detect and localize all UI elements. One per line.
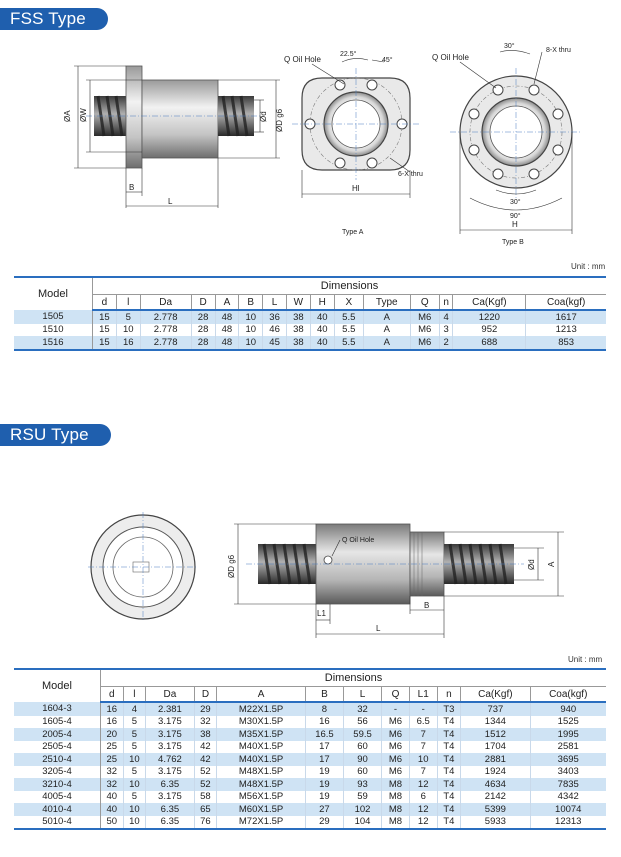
table-cell: 5.5: [334, 324, 363, 337]
rsu-label-b: B: [424, 601, 430, 610]
rsu-col-header: d: [101, 687, 124, 703]
fss-caption-type-a: Type A: [342, 229, 364, 236]
table-cell: 2: [439, 336, 453, 350]
table-row: [14, 741, 606, 754]
table-cell: 42: [194, 753, 217, 766]
table-cell: A: [363, 324, 410, 337]
table-cell: 5.5: [334, 310, 363, 324]
fss-dimensions-header: Dimensions: [93, 277, 607, 295]
table-cell: 2.778: [140, 310, 191, 324]
fss-col-header: H: [310, 295, 334, 311]
table-cell: 76: [194, 816, 217, 830]
table-cell: M8: [382, 791, 410, 804]
model-cell: 2505-4: [14, 741, 101, 754]
table-cell: M6: [382, 728, 410, 741]
table-cell: 3.175: [146, 766, 194, 779]
table-cell: 6.5: [409, 716, 437, 729]
table-cell: T4: [437, 741, 461, 754]
fss-col-header: Ca(Kgf): [453, 295, 526, 311]
table-cell: M6: [382, 766, 410, 779]
table-cell: 8: [305, 702, 343, 716]
rsu-dimensions-header: Dimensions: [101, 669, 607, 687]
table-cell: 58: [194, 791, 217, 804]
table-cell: 102: [343, 803, 381, 816]
table-row: [14, 336, 606, 350]
fss-col-header: Da: [140, 295, 191, 311]
fss-label-od: Ød: [259, 111, 268, 122]
table-cell: 6.35: [146, 816, 194, 830]
table-cell: 3.175: [146, 728, 194, 741]
fss-caption-type-b: Type B: [502, 239, 524, 246]
table-cell: 853: [526, 336, 606, 350]
table-cell: M56X1.5P: [217, 791, 306, 804]
table-cell: 4: [123, 702, 146, 716]
fss-label-l: L: [168, 197, 173, 206]
table-cell: M6: [410, 310, 439, 324]
fss-b-angle-30-bottom: 30°: [510, 199, 521, 206]
fss-a-angle-45: 45°: [382, 57, 393, 64]
fss-col-header: n: [439, 295, 453, 311]
table-cell: T4: [437, 716, 461, 729]
table-cell: 19: [305, 766, 343, 779]
table-cell: 3695: [530, 753, 606, 766]
table-cell: 5: [123, 766, 146, 779]
table-cell: 104: [343, 816, 381, 830]
fss-a-angle-225: 22.5°: [340, 51, 357, 58]
model-cell: 5010-4: [14, 816, 101, 830]
table-cell: T3: [437, 702, 461, 716]
table-cell: 15: [93, 324, 117, 337]
rsu-col-header: Q: [382, 687, 410, 703]
table-cell: 688: [453, 336, 526, 350]
table-cell: 1512: [461, 728, 530, 741]
table-cell: 60: [343, 766, 381, 779]
rsu-col-header: L: [343, 687, 381, 703]
model-cell: 3210-4: [14, 778, 101, 791]
table-cell: 32: [194, 716, 217, 729]
table-cell: 12313: [530, 816, 606, 830]
fss-model-header: Model: [14, 277, 93, 310]
fss-col-header: d: [93, 295, 117, 311]
table-cell: 3.175: [146, 716, 194, 729]
table-cell: M40X1.5P: [217, 753, 306, 766]
table-cell: 5399: [461, 803, 530, 816]
table-cell: 6.35: [146, 803, 194, 816]
table-cell: 2.381: [146, 702, 194, 716]
table-cell: 25: [101, 741, 124, 754]
table-cell: 25: [101, 753, 124, 766]
rsu-label-l: L: [376, 624, 381, 633]
table-cell: 52: [194, 766, 217, 779]
table-cell: 2.778: [140, 336, 191, 350]
table-cell: 2581: [530, 741, 606, 754]
rsu-col-header: Da: [146, 687, 194, 703]
fss-b-h: H: [512, 220, 518, 229]
table-cell: M8: [382, 778, 410, 791]
table-cell: 10: [239, 310, 263, 324]
table-cell: 7835: [530, 778, 606, 791]
table-cell: 3403: [530, 766, 606, 779]
table-cell: 6: [409, 791, 437, 804]
table-cell: 10: [123, 753, 146, 766]
table-cell: T4: [437, 728, 461, 741]
table-row: [14, 716, 606, 729]
table-cell: 15: [93, 336, 117, 350]
table-cell: M40X1.5P: [217, 741, 306, 754]
rsu-col-header: A: [217, 687, 306, 703]
table-cell: 10074: [530, 803, 606, 816]
rsu-col-header: L1: [409, 687, 437, 703]
table-cell: 16: [101, 716, 124, 729]
table-cell: 5: [123, 728, 146, 741]
table-cell: 40: [310, 336, 334, 350]
table-cell: 10: [123, 778, 146, 791]
table-cell: 56: [343, 716, 381, 729]
rsu-col-header: D: [194, 687, 217, 703]
fss-col-header: Type: [363, 295, 410, 311]
table-cell: 93: [343, 778, 381, 791]
table-cell: 16: [305, 716, 343, 729]
table-cell: M60X1.5P: [217, 803, 306, 816]
fss-a-q-oil-hole: Q Oil Hole: [284, 55, 321, 64]
table-cell: 10: [123, 816, 146, 830]
rsu-col-header: n: [437, 687, 461, 703]
table-cell: M6: [382, 716, 410, 729]
table-row: [14, 310, 606, 324]
model-cell: 1604-3: [14, 702, 101, 716]
table-cell: 36: [263, 310, 287, 324]
table-cell: 12: [409, 778, 437, 791]
table-cell: T4: [437, 778, 461, 791]
table-cell: M22X1.5P: [217, 702, 306, 716]
table-cell: 38: [286, 310, 310, 324]
table-cell: 5933: [461, 816, 530, 830]
table-row: [14, 702, 606, 716]
fss-label-odg6: ØD g6: [275, 108, 284, 132]
table-cell: 48: [215, 310, 239, 324]
table-cell: 10: [116, 324, 140, 337]
table-cell: 1525: [530, 716, 606, 729]
rsu-label-od: Ød: [527, 559, 536, 570]
table-cell: 29: [305, 816, 343, 830]
rsu-spec-table: [14, 668, 606, 830]
table-cell: M6: [382, 753, 410, 766]
fss-section-tag: FSS Type: [0, 8, 108, 30]
table-cell: 3: [439, 324, 453, 337]
table-cell: 5: [123, 741, 146, 754]
table-cell: 940: [530, 702, 606, 716]
table-cell: 32: [343, 702, 381, 716]
table-cell: 27: [305, 803, 343, 816]
model-cell: 1516: [14, 336, 93, 350]
table-cell: 48: [215, 324, 239, 337]
rsu-col-header: l: [123, 687, 146, 703]
table-cell: 50: [101, 816, 124, 830]
table-cell: 1617: [526, 310, 606, 324]
table-cell: 1704: [461, 741, 530, 754]
table-cell: M6: [410, 336, 439, 350]
fss-col-header: Coa(kgf): [526, 295, 606, 311]
table-cell: A: [363, 310, 410, 324]
table-cell: 10: [239, 324, 263, 337]
rsu-front-view-drawing: [88, 512, 198, 622]
table-row: [14, 778, 606, 791]
fss-col-header: B: [239, 295, 263, 311]
table-cell: 32: [101, 778, 124, 791]
table-cell: 38: [194, 728, 217, 741]
table-cell: 2142: [461, 791, 530, 804]
fss-b-q-oil-hole: Q Oil Hole: [432, 53, 469, 62]
model-cell: 2510-4: [14, 753, 101, 766]
table-cell: 40: [310, 310, 334, 324]
model-cell: 1605-4: [14, 716, 101, 729]
table-cell: 16: [101, 702, 124, 716]
table-cell: 4342: [530, 791, 606, 804]
table-row: [14, 766, 606, 779]
table-cell: 29: [194, 702, 217, 716]
table-cell: T4: [437, 766, 461, 779]
rsu-unit-label: Unit : mm: [568, 655, 603, 664]
rsu-col-header: Coa(kgf): [530, 687, 606, 703]
table-cell: 20: [101, 728, 124, 741]
table-cell: 6.35: [146, 778, 194, 791]
table-cell: 952: [453, 324, 526, 337]
fss-col-header: X: [334, 295, 363, 311]
table-cell: M35X1.5P: [217, 728, 306, 741]
rsu-label-odg6: ØD g6: [227, 554, 236, 578]
table-cell: 28: [191, 310, 215, 324]
table-cell: T4: [437, 816, 461, 830]
table-cell: 19: [305, 778, 343, 791]
table-cell: 17: [305, 741, 343, 754]
table-row: [14, 803, 606, 816]
fss-type-b-drawing: [430, 38, 606, 248]
table-cell: 5: [123, 791, 146, 804]
table-cell: 52: [194, 778, 217, 791]
rsu-section-tag: RSU Type: [0, 424, 111, 446]
table-cell: 4.762: [146, 753, 194, 766]
fss-col-header: A: [215, 295, 239, 311]
table-cell: 2881: [461, 753, 530, 766]
table-cell: 90: [343, 753, 381, 766]
rsu-col-header: Ca(Kgf): [461, 687, 530, 703]
fss-b-x8-thru: 8-X thru: [546, 47, 571, 54]
table-cell: 32: [101, 766, 124, 779]
table-cell: 12: [409, 816, 437, 830]
rsu-col-header: B: [305, 687, 343, 703]
table-row: [14, 791, 606, 804]
table-cell: 38: [286, 324, 310, 337]
table-cell: 1220: [453, 310, 526, 324]
table-cell: 59.5: [343, 728, 381, 741]
table-cell: 7: [409, 741, 437, 754]
fss-col-header: Q: [410, 295, 439, 311]
table-row: [14, 728, 606, 741]
table-cell: 16.5: [305, 728, 343, 741]
table-cell: 16: [116, 336, 140, 350]
table-cell: M6: [382, 741, 410, 754]
table-cell: T4: [437, 791, 461, 804]
table-row: [14, 753, 606, 766]
rsu-label-l1: L1: [317, 609, 326, 618]
table-cell: -: [409, 702, 437, 716]
model-cell: 3205-4: [14, 766, 101, 779]
table-cell: M48X1.5P: [217, 766, 306, 779]
table-cell: 7: [409, 728, 437, 741]
table-cell: 40: [101, 791, 124, 804]
table-cell: M48X1.5P: [217, 778, 306, 791]
table-cell: 5: [116, 310, 140, 324]
table-cell: 65: [194, 803, 217, 816]
model-cell: 4005-4: [14, 791, 101, 804]
table-cell: 7: [409, 766, 437, 779]
table-cell: 10: [409, 753, 437, 766]
table-cell: 38: [286, 336, 310, 350]
model-cell: 1510: [14, 324, 93, 337]
table-row: [14, 816, 606, 830]
table-cell: M8: [382, 816, 410, 830]
table-cell: 40: [101, 803, 124, 816]
table-cell: 28: [191, 324, 215, 337]
rsu-label-q-oil-hole: Q Oil Hole: [342, 537, 375, 544]
table-cell: 40: [310, 324, 334, 337]
table-cell: 48: [215, 336, 239, 350]
fss-col-header: L: [263, 295, 287, 311]
table-cell: 10: [239, 336, 263, 350]
fss-type-a-drawing: [282, 38, 432, 238]
table-cell: 12: [409, 803, 437, 816]
fss-col-header: D: [191, 295, 215, 311]
table-cell: -: [382, 702, 410, 716]
fss-side-view-drawing: [60, 52, 285, 212]
table-cell: 10: [123, 803, 146, 816]
table-cell: M72X1.5P: [217, 816, 306, 830]
table-cell: 2.778: [140, 324, 191, 337]
fss-label-b: B: [129, 183, 135, 192]
fss-unit-label: Unit : mm: [571, 262, 606, 271]
table-cell: 1213: [526, 324, 606, 337]
rsu-model-header: Model: [14, 669, 101, 702]
fss-spec-table: [14, 276, 606, 351]
table-cell: 5: [123, 716, 146, 729]
table-cell: 1995: [530, 728, 606, 741]
table-cell: M8: [382, 803, 410, 816]
model-cell: 4010-4: [14, 803, 101, 816]
fss-a-x-thru: 6-X thru: [398, 171, 423, 178]
table-cell: 1344: [461, 716, 530, 729]
table-cell: 60: [343, 741, 381, 754]
table-cell: 3.175: [146, 791, 194, 804]
table-cell: 4: [439, 310, 453, 324]
table-cell: 737: [461, 702, 530, 716]
table-cell: A: [363, 336, 410, 350]
table-cell: 59: [343, 791, 381, 804]
rsu-label-a: A: [547, 561, 556, 567]
table-cell: 42: [194, 741, 217, 754]
table-cell: M6: [410, 324, 439, 337]
fss-label-oa: ØA: [63, 110, 72, 122]
table-cell: 17: [305, 753, 343, 766]
table-cell: 46: [263, 324, 287, 337]
rsu-side-view-drawing: [224, 512, 569, 642]
table-row: [14, 324, 606, 337]
table-cell: T4: [437, 803, 461, 816]
table-cell: 19: [305, 791, 343, 804]
table-cell: 4634: [461, 778, 530, 791]
fss-col-header: l: [116, 295, 140, 311]
fss-col-header: W: [286, 295, 310, 311]
fss-label-ow: ØW: [79, 108, 88, 122]
table-cell: 28: [191, 336, 215, 350]
table-cell: 45: [263, 336, 287, 350]
fss-a-hl: Hl: [352, 184, 360, 193]
table-cell: 1924: [461, 766, 530, 779]
table-cell: 3.175: [146, 741, 194, 754]
table-cell: 15: [93, 310, 117, 324]
fss-b-angle-90: 90°: [510, 213, 521, 220]
model-cell: 1505: [14, 310, 93, 324]
model-cell: 2005-4: [14, 728, 101, 741]
fss-b-angle-30-top: 30°: [504, 43, 515, 50]
table-cell: 5.5: [334, 336, 363, 350]
table-cell: T4: [437, 753, 461, 766]
table-cell: M30X1.5P: [217, 716, 306, 729]
